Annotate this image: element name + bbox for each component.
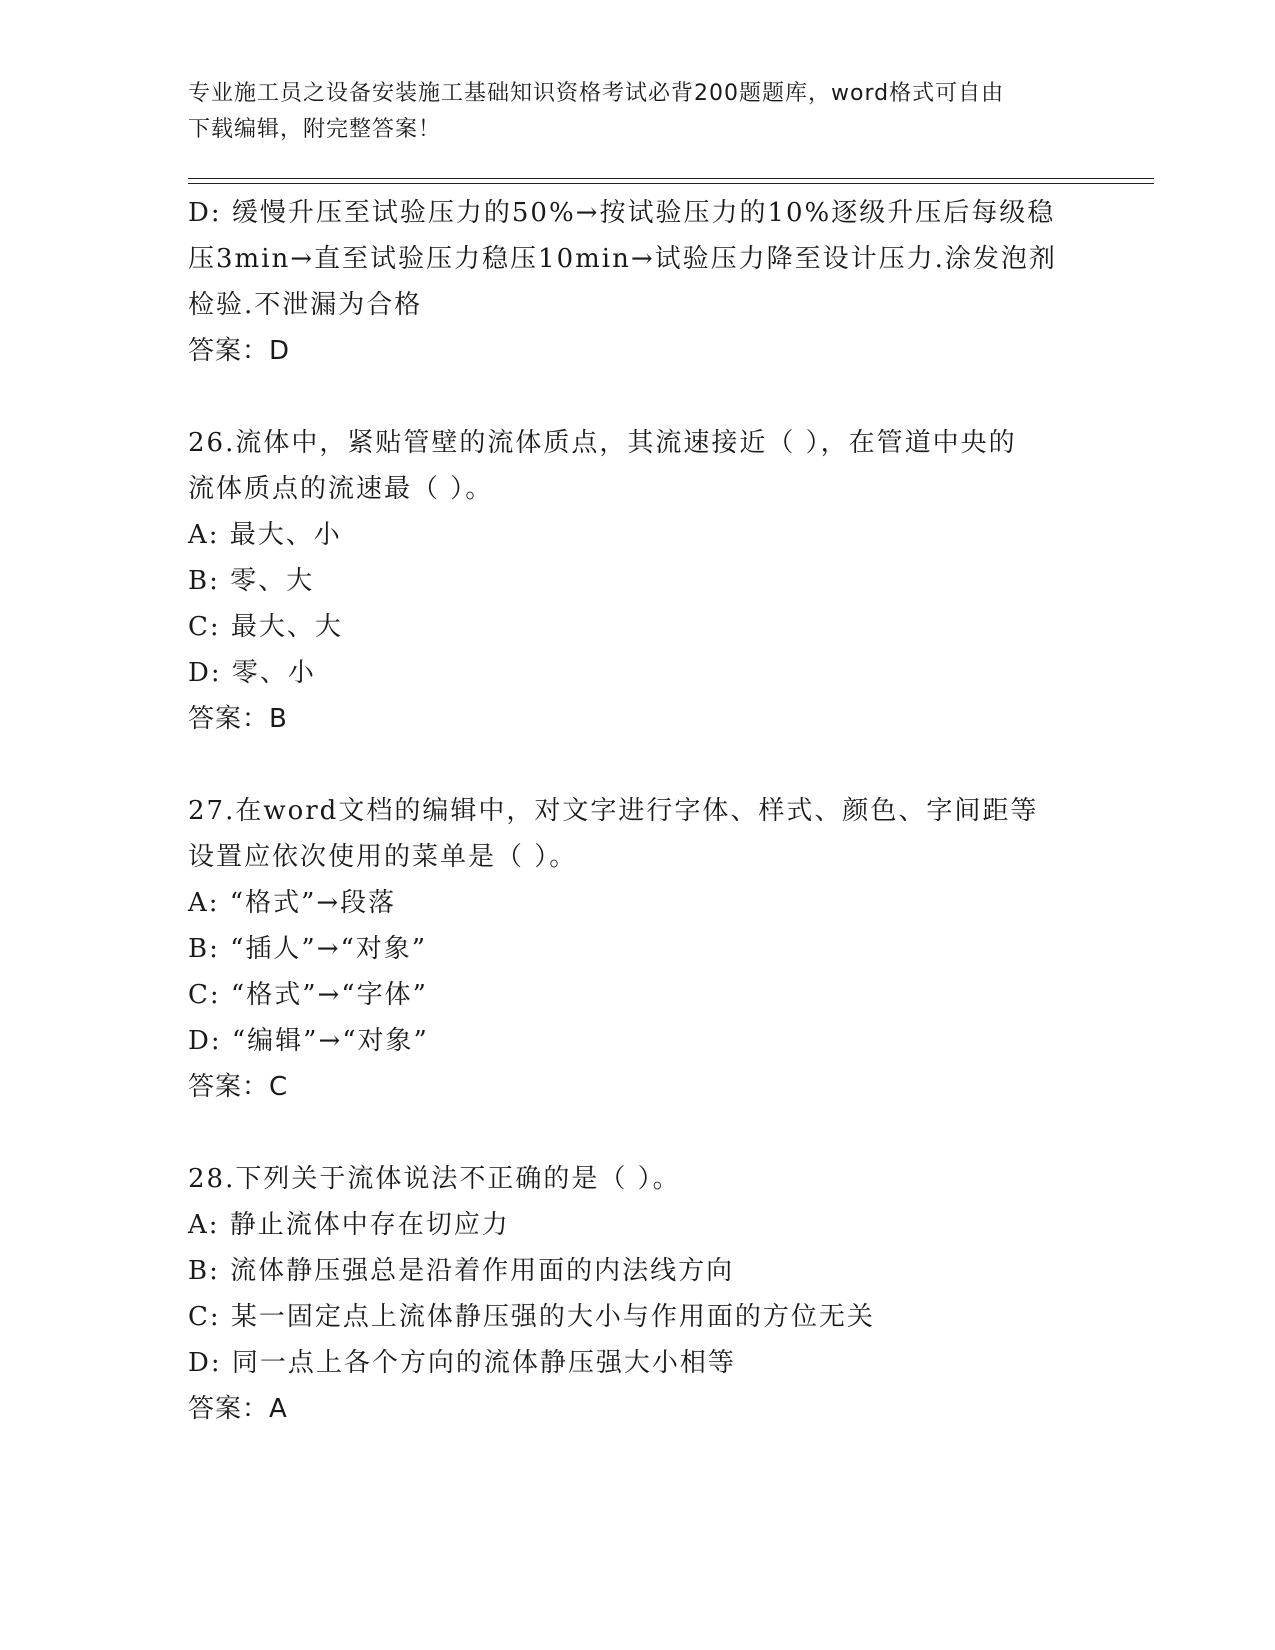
previous-question-tail bbox=[188, 190, 1088, 374]
header-divider-bottom bbox=[188, 183, 1154, 184]
option-a: A: 最大、小 bbox=[188, 520, 342, 550]
answer-line: 答案：D bbox=[188, 336, 291, 366]
question-26 bbox=[188, 420, 1088, 742]
option-d-line: D: 缓慢升压至试验压力的50%→按试验压力的10%逐级升压后每级稳 bbox=[188, 198, 1056, 228]
answer-line: 答案：A bbox=[188, 1394, 288, 1424]
question-stem: 流体质点的流速最（ ）。 bbox=[188, 474, 494, 504]
document-body bbox=[188, 190, 1088, 1432]
option-c: C: “格式”→“字体” bbox=[188, 980, 428, 1010]
option-d: D: 零、小 bbox=[188, 658, 316, 688]
answer-line: 答案：C bbox=[188, 1072, 289, 1102]
option-a: A: 静止流体中存在切应力 bbox=[188, 1210, 510, 1240]
option-d-line: 压3min→直至试验压力稳压10min→试验压力降至设计压力.涂发泡剂 bbox=[188, 244, 1057, 274]
option-b: B: 流体静压强总是沿着作用面的内法线方向 bbox=[188, 1256, 735, 1286]
option-a: A: “格式”→段落 bbox=[188, 888, 397, 918]
question-stem: 28.下列关于流体说法不正确的是（ ）。 bbox=[188, 1164, 681, 1194]
option-b: B: 零、大 bbox=[188, 566, 315, 596]
option-d: D: 同一点上各个方向的流体静压强大小相等 bbox=[188, 1348, 736, 1378]
header-divider-top bbox=[188, 178, 1154, 179]
option-d: D: “编辑”→“对象” bbox=[188, 1026, 429, 1056]
question-stem: 26.流体中，紧贴管壁的流体质点，其流速接近（ ），在管道中央的 bbox=[188, 428, 1017, 458]
document-header bbox=[188, 76, 1088, 148]
option-c: C: 某一固定点上流体静压强的大小与作用面的方位无关 bbox=[188, 1302, 875, 1332]
question-stem: 设置应依次使用的菜单是（ ）。 bbox=[188, 842, 578, 872]
answer-line: 答案：B bbox=[188, 704, 288, 734]
option-d-line: 检验.不泄漏为合格 bbox=[188, 290, 423, 320]
header-line-2: 下载编辑，附完整答案！ bbox=[188, 117, 442, 142]
header-line-1: 专业施工员之设备安装施工基础知识资格考试必背200题题库，word格式可自由 bbox=[188, 81, 1005, 106]
option-c: C: 最大、大 bbox=[188, 612, 343, 642]
question-28 bbox=[188, 1156, 1088, 1432]
question-27 bbox=[188, 788, 1088, 1110]
question-stem: 27.在word文档的编辑中，对文字进行字体、样式、颜色、字间距等 bbox=[188, 796, 1039, 826]
option-b: B: “插人”→“对象” bbox=[188, 934, 428, 964]
